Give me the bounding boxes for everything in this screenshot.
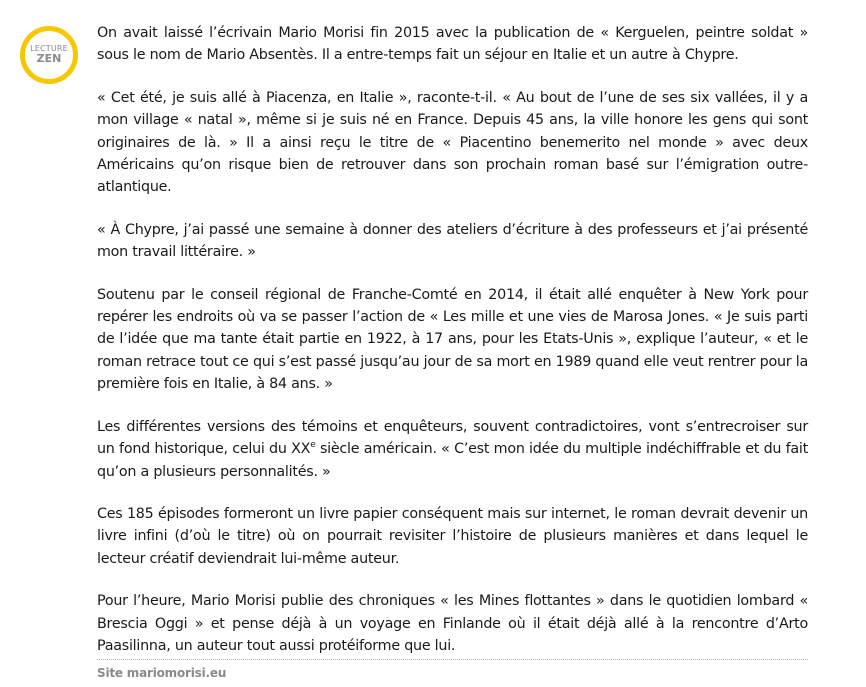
paragraph-5-text-end: siècle américain. « C’est mon idée du multiple indéchiffrable et du fait qu’on a plusieurs personnalités. » [97, 441, 809, 480]
article-paragraph-3: « À Chypre, j’ai passé une semaine à donner des ateliers d’écriture à des professeurs et j’ai présenté mon travail littéraire. » [97, 221, 808, 261]
article-body [97, 22, 808, 677]
article-paragraph-7: Pour l’heure, Mario Morisi publie des chroniques « les Mines flottantes » dans le quotidien lombard « Brescia Oggi » et pense déjà à un voyage en Finlande où il était déjà allé à la rencontre d’Arto Paasilinna, un auteur tout aussi protéiforme que lui. [97, 593, 808, 654]
badge-top-label: LECTURE [30, 44, 68, 54]
article-paragraph-6: Ces 185 épisodes formeront un livre papier conséquent mais sur internet, le roman devrait devenir un livre infini (d’où le titre) où on pourrait revisiter l’histoire de plusieurs manières et dans lequel le lecteur créatif deviendrait lui-même auteur. [97, 505, 808, 567]
article-paragraph-1: On avait laissé l’écrivain Mario Morisi fin 2015 avec la publication de « Kerguelen, peintre soldat » sous le nom de Mario Absentès. Il a entre-temps fait un séjour en Italie et un autre à Chypre. [97, 25, 808, 64]
article-paragraph-5 [97, 416, 808, 483]
paragraph-5-text-start: Les différentes versions des témoins et enquêteurs, souvent contradictoires, vont s’entrecroiser sur un fond historique, celui du XX [97, 418, 808, 458]
article-paragraph-2: « Cet été, je suis allé à Piacenza, en Italie », raconte-t-il. « Au bout de l’une de ses six vallées, il y a mon village « natal », même si je suis né en France. Depuis 45 ans, la ville honore les gens qui sont originaires de là. » Il a ainsi reçu le titre de « Piacentino benemerito nel monde » avec deux Américains qu’on risque bien de retrouver dans son prochain roman basé sur l’émigration outre-atlantique. [97, 89, 808, 196]
lecture-zen-badge [20, 26, 78, 84]
century-superscript: e [310, 440, 316, 451]
badge-bottom-label: ZEN [36, 52, 62, 66]
article-paragraph-4: Soutenu par le conseil régional de Franche-Comté en 2014, il était allé enquêter à New York pour repérer les endroits où va se passer l’action de « Les mille et une vies de Marosa Jones. « Je suis parti de l’idée que ma tante était partie en 1922, à 17 ans, pour les Etats-Unis », explique l’auteur, « et le roman retrace tout ce qui s’est passé jusqu’au jour de sa mort en 1989 quand elle veut rentrer pour la première fois en Italie, à 84 ans. » [97, 286, 808, 393]
source-label[interactable]: Site mariomorisi.eu [97, 666, 227, 680]
source-link[interactable] [97, 659, 808, 680]
